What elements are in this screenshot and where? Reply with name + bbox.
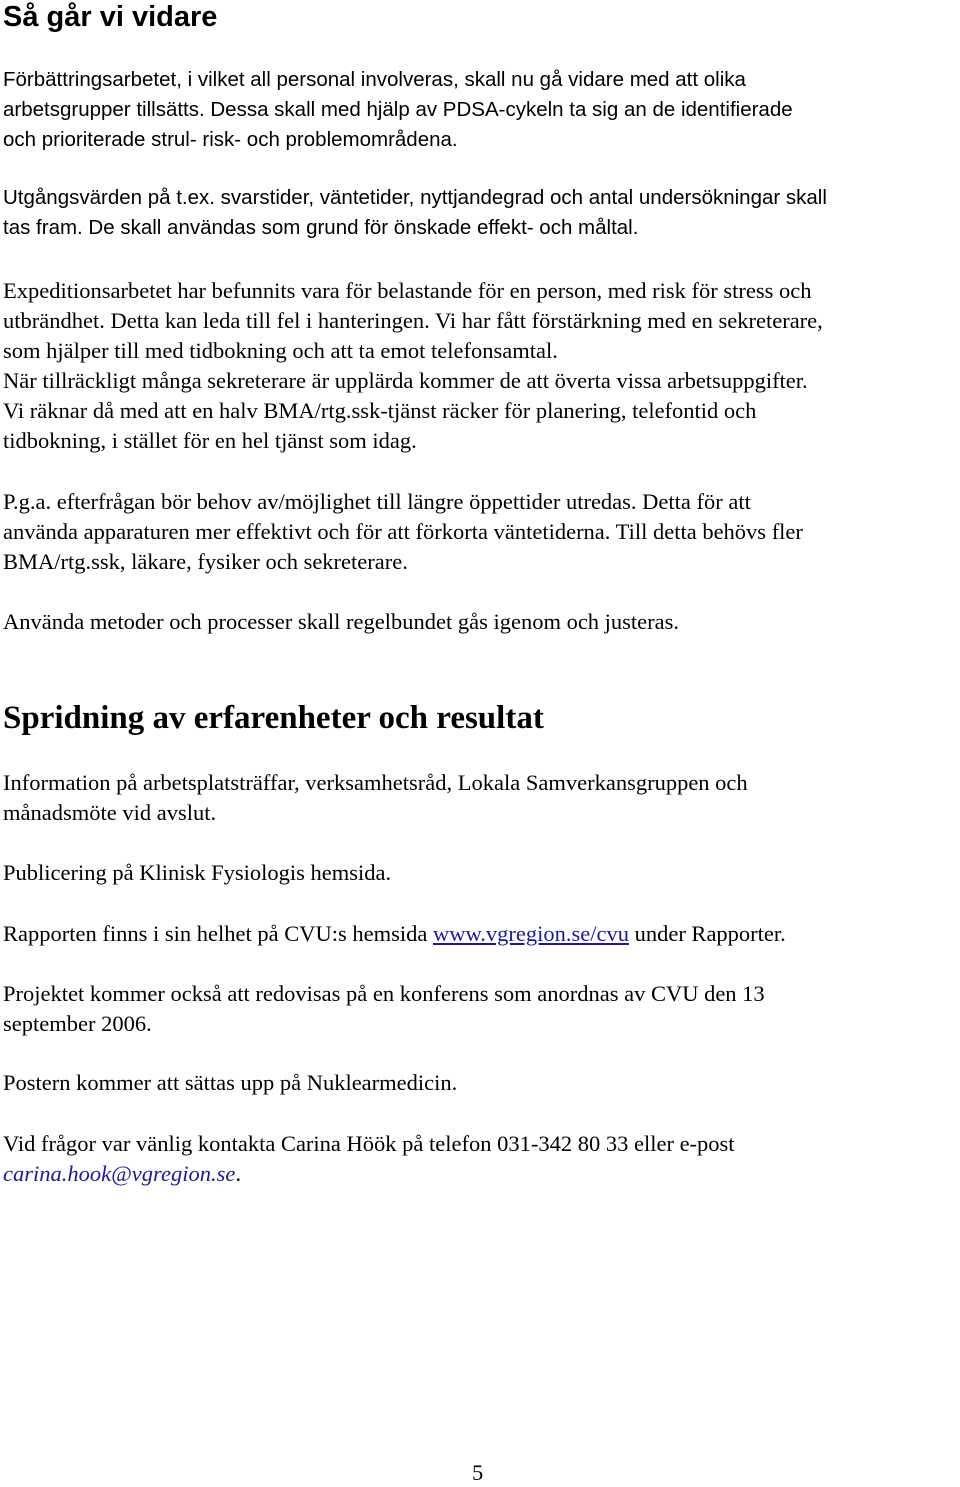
text-line: månadsmöte vid avslut. [3, 800, 217, 825]
text-line [3, 919, 958, 949]
text-line: När tillräckligt många sekreterare är upplärda kommer de att överta vissa arbetsuppgifter. [3, 368, 808, 393]
text-line: Postern kommer att sättas upp på Nuklearmedicin. [3, 1070, 458, 1095]
paragraph-conference [3, 979, 958, 1039]
text-line: P.g.a. efterfrågan bör behov av/möjlighet till längre öppettider utredas. Detta för att [3, 489, 751, 514]
report-text-before: Rapporten finns i sin helhet på CVU:s hemsida [3, 921, 433, 946]
text-line: Använda metoder och processer skall regelbundet gås igenom och justeras. [3, 609, 680, 634]
text-line: Vi räknar då med att en halv BMA/rtg.ssk-tjänst räcker för planering, telefontid och [3, 398, 757, 423]
text-line: och prioriterade strul- risk- och problemområdena. [3, 128, 458, 151]
email-link[interactable]: carina.hook@vgregion.se [3, 1161, 236, 1186]
text-line: använda apparaturen mer effektivt och för att förkorta väntetiderna. Till detta behövs fler [3, 519, 803, 544]
text-line: Expeditionsarbetet har befunnits vara för belastande för en person, med risk för stress och [3, 278, 812, 303]
paragraph-publication [3, 858, 958, 888]
text-line [3, 1159, 958, 1189]
text-line: Utgångsvärden på t.ex. svarstider, väntetider, nyttjandegrad och antal undersökningar skall [3, 186, 827, 209]
text-line: Information på arbetsplatsträffar, verksamhetsråd, Lokala Samverkansgruppen och [3, 770, 748, 795]
paragraph-opening-hours [3, 487, 958, 577]
text-line: Förbättringsarbetet, i vilket all personal involveras, skall nu gå vidare med att olika [3, 68, 746, 91]
paragraph-report [3, 919, 958, 949]
text-line: Projektet kommer också att redovisas på en konferens som anordnas av CVU den 13 [3, 981, 765, 1006]
page-number: 5 [472, 1460, 484, 1485]
paragraph-contact [3, 1129, 958, 1189]
text-line: tas fram. De skall användas som grund för önskade effekt- och måltal. [3, 216, 639, 239]
text-line: tidbokning, i stället för en hel tjänst som idag. [3, 428, 417, 453]
text-line: BMA/rtg.ssk, läkare, fysiker och sekreterare. [3, 549, 408, 574]
section-heading-dissemination: Spridning av erfarenheter och resultat [3, 700, 544, 736]
contact-end: . [235, 1161, 241, 1186]
text-line: september 2006. [3, 1011, 152, 1036]
text-line: Vid frågor var vänlig kontakta Carina Höök på telefon 031-342 80 33 eller e-post [3, 1131, 735, 1156]
text-line: Publicering på Klinisk Fysiologis hemsida. [3, 860, 392, 885]
paragraph-improvement-work [3, 65, 958, 155]
paragraph-expedition-work [3, 276, 958, 456]
paragraph-poster [3, 1068, 958, 1098]
text-line: arbetsgrupper tillsätts. Dessa skall med hjälp av PDSA-cykeln ta sig an de identifierade [3, 98, 793, 121]
text-line: utbrändhet. Detta kan leda till fel i hanteringen. Vi har fått förstärkning med en sekreterare, [3, 308, 823, 333]
cvu-website-link[interactable]: www.vgregion.se/cvu [432, 921, 629, 946]
paragraph-information [3, 768, 958, 828]
section-heading-next-steps: Så går vi vidare [3, 1, 218, 33]
text-line: som hjälper till med tidbokning och att ta emot telefonsamtal. [3, 338, 558, 363]
paragraph-baseline-values [3, 183, 958, 243]
report-text-after: under Rapporter. [628, 921, 786, 946]
paragraph-methods-review [3, 607, 958, 637]
